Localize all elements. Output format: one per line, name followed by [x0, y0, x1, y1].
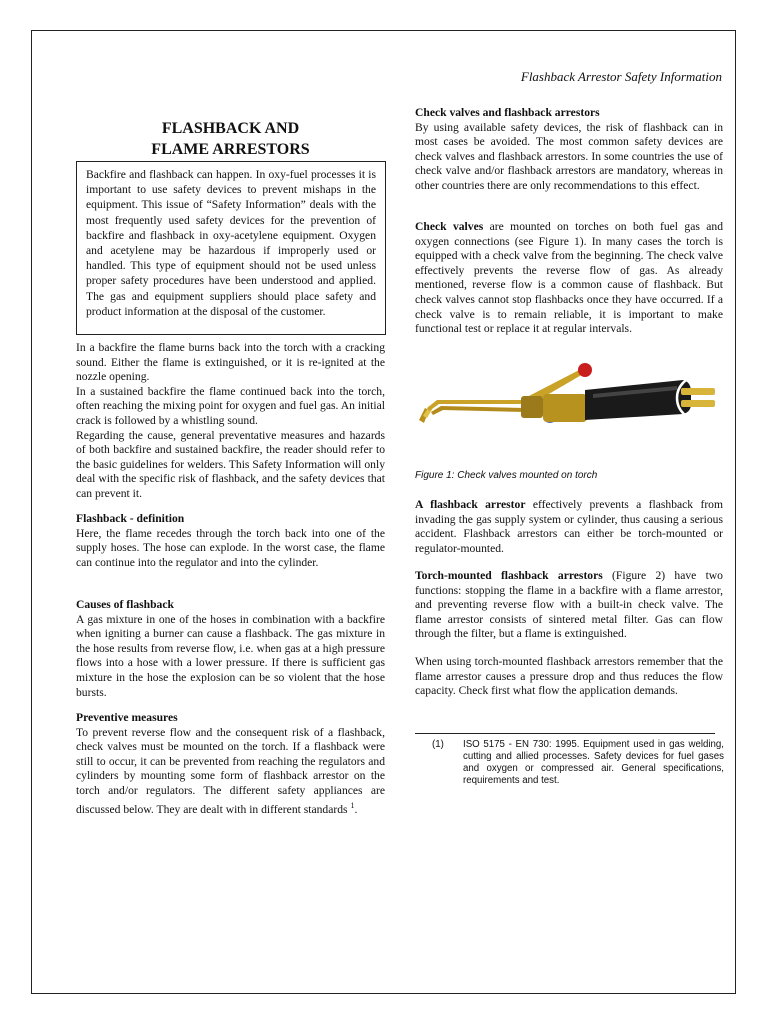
torch-mounted-paragraph [415, 569, 723, 642]
definition-text: Here, the flame recedes through the torch back into one of the supply hoses. The hose can explode. In the worst case, the flame can continue into the regulator and into the cylinder. [76, 526, 385, 569]
definition-heading: Flashback - definition [76, 512, 185, 525]
preventive-heading: Preventive measures [76, 711, 178, 724]
check-valves-text: are mounted on torches on both fuel gas and oxygen connections (see Figure 1). In many cases the torch is equipped with a check valve from the beginning. The check valve effectively prevents the reverse flow of gas. As already mentioned, reverse flow is a common cause of flashback. But check valves cannot stop flashbacks once they have occurred. If a check valve is to remain reliable, it is important to make functional test or replace it at regular intervals. [415, 220, 724, 336]
causes-heading: Causes of flashback [76, 598, 174, 611]
pressure-drop-text: When using torch-mounted flashback arrestors remember that the flame arrestor causes a pressure drop and thus reduces the flow capacity. Check first what flow the application demands. [415, 655, 723, 698]
flashback-arrestor-section [415, 498, 723, 556]
backfire-section [76, 341, 385, 502]
check-valve-fuel [681, 388, 715, 395]
check-valves-arrestors-heading: Check valves and flashback arrestors [415, 106, 600, 119]
preventive-body: To prevent reverse flow and the consequent risk of a flashback, check valves must be mounted on the torch. If a flashback were still to occur, it can be prevented from reaching the regulators and cylinders by mounting some form of flashback arrestor on the torch and/or regulators. The different safety appliances are discussed below. They are dealt with in different standards [76, 725, 385, 816]
footnote-ref: 1 [350, 800, 355, 810]
torch-handle [585, 380, 691, 420]
preventive-end: . [354, 802, 358, 816]
backfire-paragraph-1: In a backfire the flame burns back into the torch with a cracking sound. Either the flame is extinguished, or it is re-ignited at the nozzle opening. [76, 341, 385, 384]
footnote-text: ISO 5175 - EN 730: 1995. Equipment used in gas welding, cutting and allied processes. Safety devices for fuel gases and oxygen or compressed air. General specifications, requirements and test. [463, 739, 724, 786]
causes-section [76, 598, 385, 700]
definition-section [76, 512, 385, 570]
pressure-drop-section [415, 655, 723, 699]
preventive-section [76, 711, 385, 817]
flashback-arrestor-lead: A flashback arrestor [415, 498, 526, 511]
causes-text: A gas mixture in one of the hoses in combination with a backfire when igniting a burner can cause a flashback. The gas mixture in the hose results from reverse flow, i.e. when gas at a high pressure flows into a hose with a lower pressure. If there is sufficient gas mixture in the hose the explosion can be so violent that the hose bursts. [76, 612, 385, 699]
torch-head-body [521, 396, 543, 418]
running-header: Flashback Arrestor Safety Information [520, 69, 722, 84]
check-valves-section [415, 220, 723, 337]
footnote [432, 739, 724, 787]
backfire-paragraph-3: Regarding the cause, general preventative measures and hazards of both backfire and sustained backfire, the reader should refer to the basic guidelines for welders. This Safety Information will only deal with the specific risk of flashback, and the safety devices that can prevent it. [76, 428, 385, 500]
check-valve-oxygen [681, 400, 715, 407]
torch-tube-lower [431, 406, 525, 415]
intro-box: Backfire and flashback can happen. In oxy-fuel processes it is important to use safety devices to prevent mishaps in the equipment. This issue of “Safety Information” deals with the most frequently used safety devices for the prevention of backfire and flashback in oxy-acetylene equipment. Oxygen and acetylene may be hazardous if improperly used or handled. This type of equipment should not be used unless proper safety procedures have been understood and applied. The gas and equipment suppliers should place safety and product information at the disposal of the customer. [76, 161, 386, 335]
backfire-paragraph-2: In a sustained backfire the flame continued back into the torch, often reaching the mixing point for oxygen and fuel gas. An initial crack is followed by a whistling sound. [76, 384, 385, 427]
title-line-1: FLASHBACK AND [161, 120, 300, 137]
torch-mounted-lead: Torch-mounted flashback arrestors [415, 569, 603, 582]
figure-caption: Figure 1: Check valves mounted on torch [415, 470, 598, 481]
lever-valve-red [578, 363, 592, 377]
check-valves-arrestors-text: By using available safety devices, the risk of flashback can in most cases be avoided. The most common safety devices are check valves and flashback arrestors. In some countries the use of check valve and/or flashback arrestors are mandatory, whereas in other countries there are only recommendations to this effect. [415, 120, 723, 192]
flashback-arrestor-paragraph [415, 498, 723, 556]
flashback-arrestor-text: effectively prevents a flashback from invading the gas supply system or cylinder, thus causing a serious accident. Flashback arrestors can either be torch-mounted or regulator-mounted. [415, 498, 723, 555]
torch-valve-block [543, 394, 587, 422]
torch-mounted-section [415, 569, 723, 642]
check-valves-lead: Check valves [415, 220, 484, 233]
footnote-rule [415, 733, 715, 734]
title-line-2: FLAME ARRESTORS [151, 141, 310, 158]
torch-photo [415, 360, 723, 460]
footnote-number: (1) [432, 739, 444, 750]
check-valves-paragraph [415, 220, 723, 337]
document-title [76, 118, 385, 160]
torch-mounted-text: (Figure 2) have two functions: stopping the flame in a backfire with a flame arrestor, and preventing reverse flow with a built-in check valve. The flame arrestor consists of sintered metal filter. Gas can flow through the filter, but a flame is extinguished. [415, 569, 723, 641]
preventive-text [76, 726, 385, 817]
check-valves-arrestors-section [415, 106, 723, 194]
